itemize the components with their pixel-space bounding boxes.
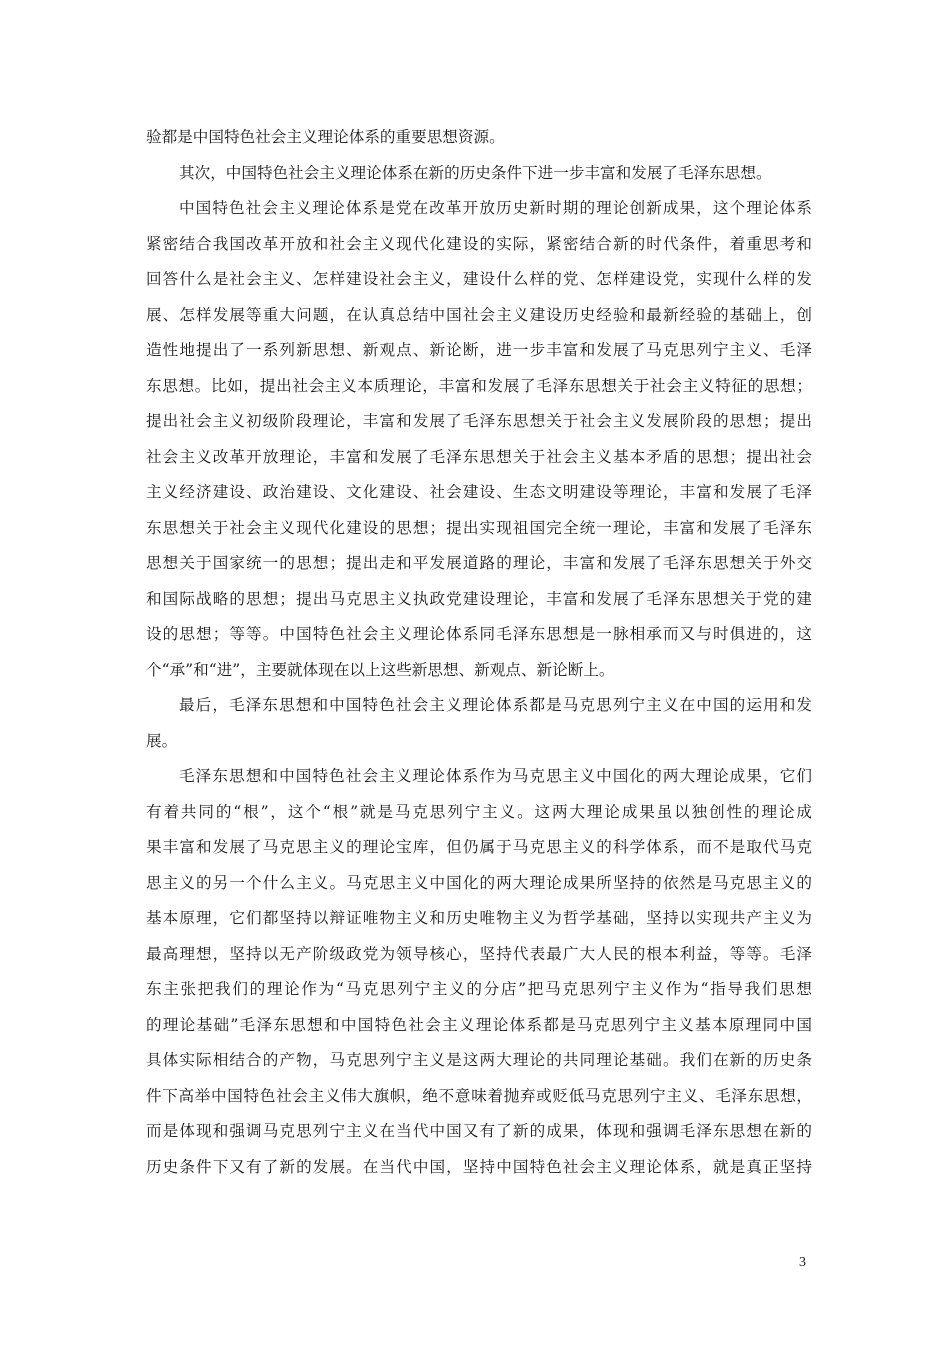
page-number: 3 (799, 1255, 806, 1270)
text-line: 件下高举中国特色社会主义伟大旗帜，绝不意味着抛弃或贬低马克思列宁主义、毛泽东思想， (146, 1086, 812, 1105)
text-line: 最后，毛泽东思想和中国特色社会主义理论体系都是马克思列宁主义在中国的运用和发 (179, 696, 812, 714)
text-line: 社会主义改革开放理论，丰富和发展了毛泽东思想关于社会主义基本矛盾的思想；提出社会 (146, 447, 812, 466)
text-line: 的理论基础”毛泽东思想和中国特色社会主义理论体系都是马克思列宁主义基本原理同中国 (146, 1015, 812, 1034)
text-line: 造性地提出了一系列新思想、新观点、新论断，进一步丰富和发展了马克思列宁主义、毛泽 (146, 341, 812, 359)
text-line: 其次，中国特色社会主义理论体系在新的历史条件下进一步丰富和发展了毛泽东思想。 (179, 163, 772, 182)
text-line: 回答什么是社会主义、怎样建设社会主义，建设什么样的党、怎样建设党，实现什么样的发 (146, 270, 812, 288)
text-line: 个“承”和“进”，主要就体现在以上这些新思想、新观点、新论断上。 (146, 660, 615, 679)
text-line: 有着共同的“根”，这个“根”就是马克思列宁主义。这两大理论成果虽以独创性的理论成 (146, 802, 812, 821)
paragraph (146, 120, 812, 156)
paragraph (146, 191, 812, 688)
text-line: 东思想。比如，提出社会主义本质理论，丰富和发展了毛泽东思想关于社会主义特征的思想； (146, 376, 812, 395)
text-line: 最高理想，坚持以无产阶级政党为领导核心，坚持代表最广大人民的根本利益，等等。毛泽 (146, 944, 812, 963)
text-line: 思主义的另一个什么主义。马克思主义中国化的两大理论成果所坚持的依然是马克思主义的 (146, 873, 812, 892)
text-line: 东思想关于社会主义现代化建设的思想；提出实现祖国完全统一理论，丰富和发展了毛泽东 (146, 518, 812, 537)
text-line: 果丰富和发展了马克思主义的理论宝库，但仍属于马克思主义的科学体系，而不是取代马克 (146, 838, 812, 856)
text-line: 主义经济建设、政治建设、文化建设、社会建设、生态文明建设等理论，丰富和发展了毛泽 (146, 483, 812, 501)
text-line: 基本原理，它们都坚持以辩证唯物主义和历史唯物主义为哲学基础，坚持以实现共产主义为 (146, 909, 812, 927)
text-line: 展、怎样发展等重大问题，在认真总结中国社会主义建设历史经验和最新经验的基础上，创 (146, 305, 812, 324)
paragraph (146, 156, 812, 192)
text-line: 展。 (146, 731, 178, 750)
text-line: 具体实际相结合的产物，马克思列宁主义是这两大理论的共同理论基础。我们在新的历史条 (146, 1051, 812, 1069)
text-line: 设的思想；等等。中国特色社会主义理论体系同毛泽东思想是一脉相承而又与时俱进的，这 (146, 625, 812, 643)
body-text (146, 120, 812, 1185)
paragraph (146, 759, 812, 1185)
paragraph (146, 688, 812, 759)
text-line: 而是体现和强调马克思列宁主义在当代中国又有了新的成果，体现和强调毛泽东思想在新的 (146, 1122, 812, 1140)
text-line: 和国际战略的思想；提出马克思主义执政党建设理论，丰富和发展了毛泽东思想关于党的建 (146, 589, 812, 608)
text-line: 紧密结合我国改革开放和社会主义现代化建设的实际，紧密结合新的时代条件，着重思考和 (146, 234, 812, 253)
text-line: 验都是中国特色社会主义理论体系的重要思想资源。 (146, 128, 505, 146)
text-line: 思想关于国家统一的思想；提出走和平发展道路的理论，丰富和发展了毛泽东思想关于外交 (146, 554, 812, 572)
text-line: 提出社会主义初级阶段理论，丰富和发展了毛泽东思想关于社会主义发展阶段的思想；提出 (146, 412, 812, 430)
text-line: 历史条件下又有了新的发展。在当代中国，坚持中国特色社会主义理论体系，就是真正坚持 (146, 1157, 812, 1176)
text-line: 中国特色社会主义理论体系是党在改革开放历史新时期的理论创新成果，这个理论体系 (179, 199, 812, 217)
text-line: 毛泽东思想和中国特色社会主义理论体系作为马克思主义中国化的两大理论成果，它们 (179, 767, 812, 785)
text-line: 东主张把我们的理论作为“马克思列宁主义的分店”把马克思列宁主义作为“指导我们思想 (146, 980, 812, 998)
